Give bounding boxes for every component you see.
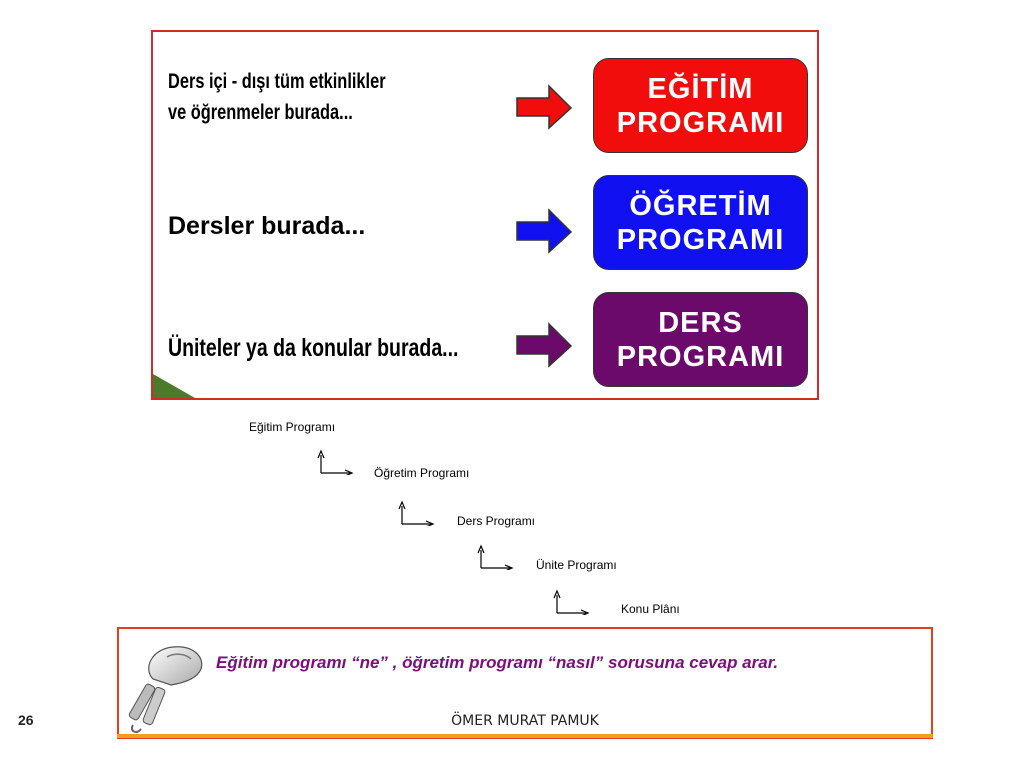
hierarchy-level-5: Konu Plânı: [621, 602, 680, 616]
footer-accent-line: [117, 734, 933, 738]
box-3-line-2: PROGRAMI: [616, 340, 785, 373]
branch-arrow-icon: [476, 544, 516, 570]
box-2-line-2: PROGRAMI: [616, 223, 785, 256]
row-3-description: [168, 334, 458, 363]
branch-arrow-icon: [552, 589, 592, 615]
purple-arrow-icon: [515, 320, 573, 368]
egitim-programi-box: [593, 58, 808, 153]
box-1-line-1: EĞİTİM: [647, 72, 754, 105]
hierarchy-level-4: Ünite Programı: [536, 558, 617, 572]
row-2-description: [168, 212, 365, 241]
author-name: ÖMER MURAT PAMUK: [451, 713, 599, 729]
blue-arrow-icon: [515, 206, 573, 254]
summary-quote: Eğitim programı “ne” , öğretim programı “nasıl” sorusuna cevap arar.: [216, 653, 779, 672]
branch-arrow-icon: [316, 449, 356, 475]
hierarchy-level-1: Eğitim Programı: [249, 420, 336, 434]
decorative-corner: [153, 374, 195, 398]
hierarchy-level-3: Ders Programı: [457, 514, 536, 528]
branch-arrow-icon: [397, 500, 437, 526]
box-2-line-1: ÖĞRETİM: [629, 189, 772, 222]
program-types-panel: [151, 30, 819, 400]
summary-panel: [117, 627, 933, 739]
box-3-line-1: DERS: [658, 306, 743, 339]
row-3-line-1: Üniteler ya da konular burada...: [168, 334, 459, 362]
ogretim-programi-box: [593, 175, 808, 270]
row-1-description: [168, 66, 386, 128]
hierarchy-level-2: Öğretim Programı: [374, 466, 470, 480]
row-1-line-1: Ders içi - dışı tüm etkinlikler: [168, 70, 386, 93]
box-1-line-2: PROGRAMI: [616, 106, 785, 139]
page-number: 26: [18, 712, 34, 728]
row-2-line-1: Dersler burada...: [168, 212, 366, 240]
red-arrow-icon: [515, 82, 573, 130]
ders-programi-box: [593, 292, 808, 387]
row-1-line-2: ve öğrenmeler burada...: [168, 101, 353, 124]
